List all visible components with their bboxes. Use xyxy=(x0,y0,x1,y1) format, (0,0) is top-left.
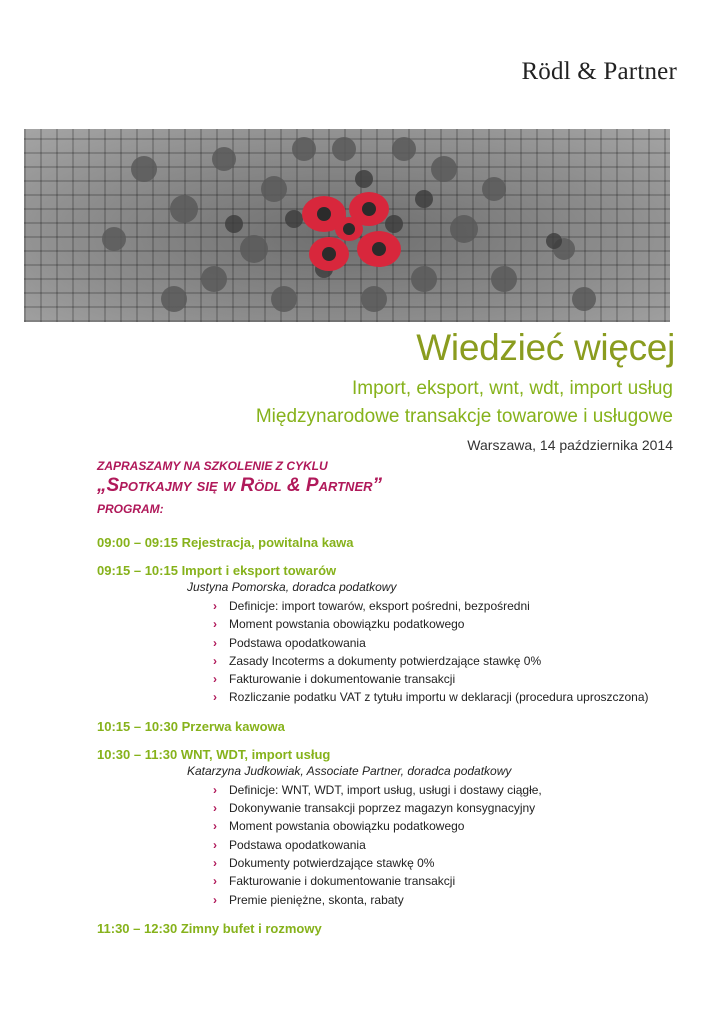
topic-text: Fakturowanie i dokumentowanie transakcji xyxy=(229,672,456,687)
session-title: 09:15 – 10:15 Import i eksport towarów xyxy=(97,563,337,578)
topic-text: Dokumenty potwierdzające stawkę 0% xyxy=(229,855,435,870)
bullet-icon: › xyxy=(213,819,217,834)
topic-item xyxy=(213,781,677,799)
program-label: PROGRAM: xyxy=(97,502,164,516)
session-speaker: Katarzyna Judkowiak, Associate Partner, doradca podatkowy xyxy=(187,763,512,778)
topic-text: Definicje: import towarów, eksport pośredni, bezpośredni xyxy=(229,599,530,613)
hero-crowd-photo xyxy=(24,129,670,322)
topic-text: Moment powstania obowiązku podatkowego xyxy=(229,617,465,632)
bullet-icon: › xyxy=(213,855,217,870)
bullet-icon: › xyxy=(213,837,217,852)
topic-text: Premie pieniężne, skonta, rabaty xyxy=(229,892,404,907)
bullet-icon: › xyxy=(213,672,217,687)
topic-item xyxy=(213,799,677,817)
event-dateline: Warszawa, 14 października 2014 xyxy=(467,437,673,453)
cycle-name: „Spotkajmy się w Rödl & Partner” xyxy=(97,475,383,496)
topic-item xyxy=(213,891,677,909)
topic-list xyxy=(213,597,677,707)
agenda-session xyxy=(97,746,677,909)
topic-text: Podstawa opodatkowania xyxy=(229,635,366,650)
topic-item xyxy=(213,688,677,706)
session-title: 09:00 – 09:15 Rejestracja, powitalna kawa xyxy=(97,535,354,550)
session-speaker: Justyna Pomorska, doradca podatkowy xyxy=(187,580,397,594)
agenda-session xyxy=(97,534,677,551)
bullet-icon: › xyxy=(213,635,217,650)
invite-line: ZAPRASZAMY NA SZKOLENIE Z CYKLU xyxy=(97,459,328,473)
subtitle-primary: Import, eksport, wnt, wdt, import usług xyxy=(351,378,673,399)
session-title: 10:15 – 10:30 Przerwa kawowa xyxy=(97,718,285,734)
topic-item xyxy=(213,872,677,890)
topic-list xyxy=(213,781,677,909)
topic-text: Fakturowanie i dokumentowanie transakcji xyxy=(229,874,456,889)
crowd-illustration xyxy=(24,129,670,322)
bullet-icon: › xyxy=(213,874,217,889)
bullet-icon: › xyxy=(213,653,217,668)
topic-item xyxy=(213,670,677,688)
company-logo: Rödl & Partner xyxy=(521,58,677,85)
topic-text: Definicje: WNT, WDT, import usług, usługi i dostawy ciągłe, xyxy=(229,782,542,797)
topic-text: Moment powstania obowiązku podatkowego xyxy=(229,819,465,834)
topic-item xyxy=(213,634,677,652)
topic-text: Podstawa opodatkowania xyxy=(229,837,366,852)
agenda xyxy=(97,534,677,948)
topic-item xyxy=(213,652,677,670)
bullet-icon: › xyxy=(213,801,217,816)
bullet-icon: › xyxy=(213,599,217,613)
topic-item xyxy=(213,615,677,633)
topic-item xyxy=(213,597,677,615)
bullet-icon: › xyxy=(213,690,217,705)
topic-item xyxy=(213,817,677,835)
page-headline: Wiedzieć więcej xyxy=(416,327,675,368)
topic-text: Dokonywanie transakcji poprzez magazyn konsygnacyjny xyxy=(229,801,536,816)
agenda-session xyxy=(97,718,677,735)
session-title: 10:30 – 11:30 WNT, WDT, import usług xyxy=(97,746,331,762)
agenda-session xyxy=(97,920,677,937)
subtitle-secondary: Międzynarodowe transakcje towarowe i usługowe xyxy=(255,406,673,427)
bullet-icon: › xyxy=(213,892,217,907)
bullet-icon: › xyxy=(213,617,217,632)
agenda-session xyxy=(97,562,677,707)
topic-text: Zasady Incoterms a dokumenty potwierdzające stawkę 0% xyxy=(229,653,542,668)
topic-item xyxy=(213,836,677,854)
topic-item xyxy=(213,854,677,872)
bullet-icon: › xyxy=(213,782,217,797)
session-title: 11:30 – 12:30 Zimny bufet i rozmowy xyxy=(97,920,322,936)
topic-text: Rozliczanie podatku VAT z tytułu importu w deklaracji (procedura uproszczona) xyxy=(229,690,649,705)
